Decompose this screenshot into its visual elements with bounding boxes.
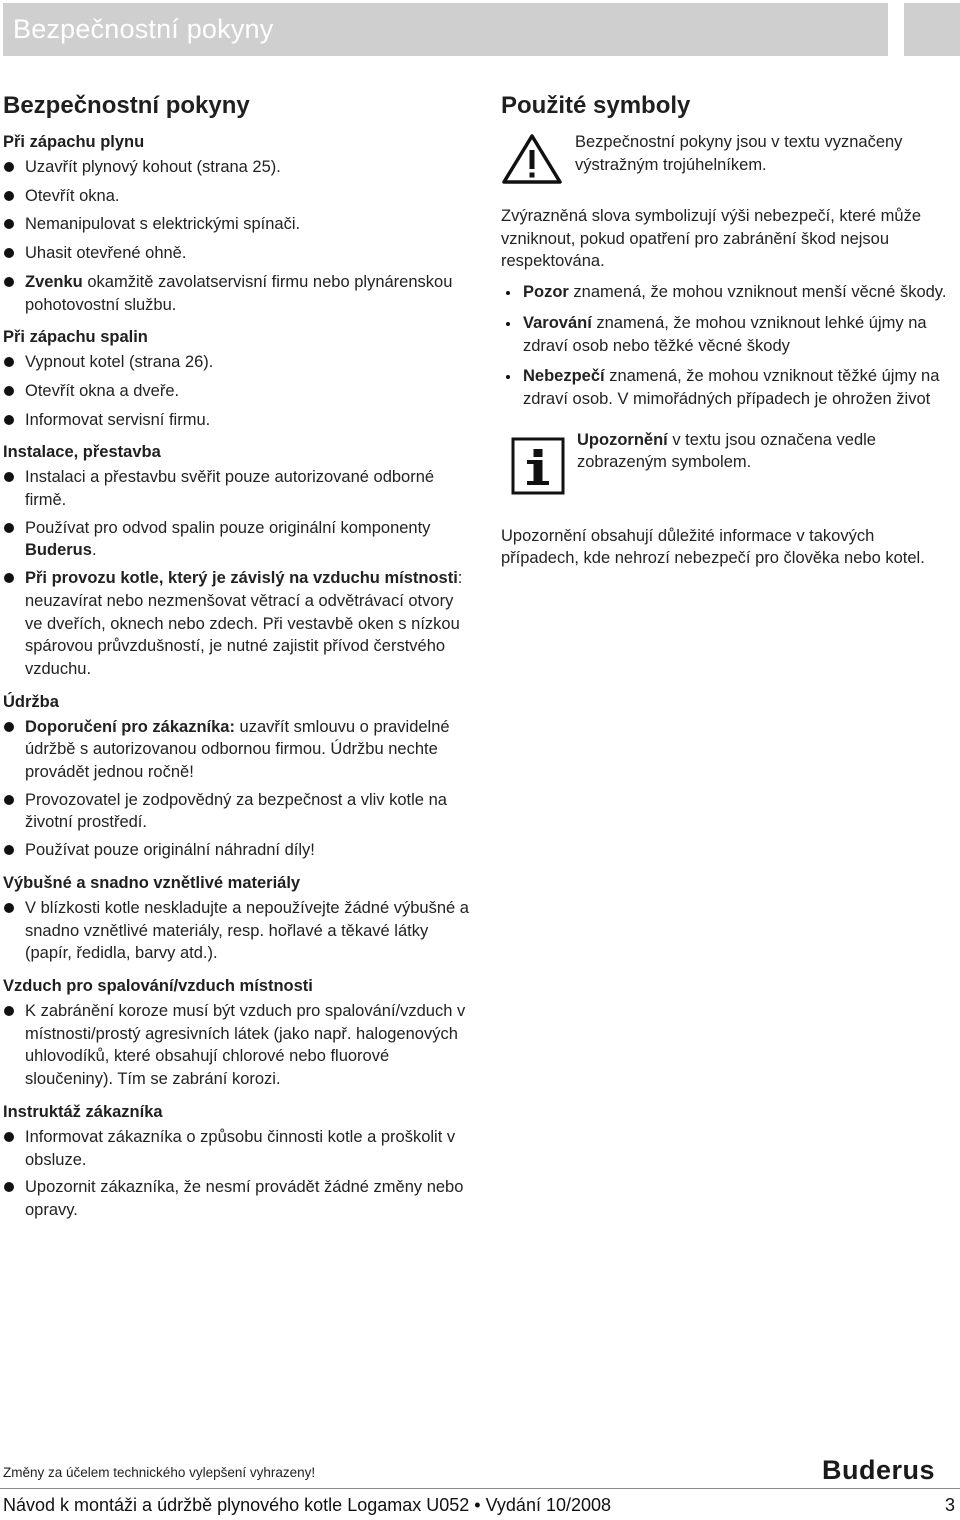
footer-divider [0, 1488, 960, 1489]
footer-note: Změny za účelem technického vylepšení vyhrazeny! [3, 1465, 316, 1480]
list-item: Uhasit otevřené ohně. [3, 242, 473, 265]
section-heading-maintenance: Údržba [3, 692, 59, 711]
page-title: Bezpečnostní pokyny [3, 92, 250, 119]
warning-symbol-text: Bezpečnostní pokyny jsou v textu vyznačeny výstražným trojúhelníkem. [575, 133, 903, 174]
section-maintenance [3, 691, 473, 862]
list-item: Informovat zákazníka o způsobu činnosti kotle a proškolit v obsluze. [3, 1126, 473, 1171]
warning-triangle-icon [501, 133, 563, 185]
info-explanation: Upozornění obsahují důležité informace v takových případech, kde nehrozí nebezpečí pro člověka nebo kotel. [501, 526, 925, 568]
signal-word: Pozor [523, 283, 569, 302]
section-combustion-air [3, 975, 473, 1091]
flue-list [3, 351, 473, 431]
gas-list [3, 156, 473, 316]
list-item [3, 517, 473, 562]
list-item: Upozornit zákazníka, že nesmí provádět žádné změny nebo opravy. [3, 1176, 473, 1221]
warning-symbol-row [501, 131, 953, 185]
explosive-list [3, 897, 473, 965]
list-item [3, 567, 473, 681]
list-item-bold: Buderus [25, 541, 92, 560]
list-item: Používat pouze originální náhradní díly! [3, 839, 473, 862]
section-customer-instruction [3, 1101, 473, 1222]
info-text-rest: v textu jsou označena vedle zobrazeným symbolem. [577, 430, 876, 472]
left-column [3, 92, 473, 1232]
list-item-text: znamená, že mohou vzniknout menší věcné škody. [568, 283, 947, 302]
list-item-text: Používat pro odvod spalin pouze originální komponenty [25, 518, 431, 537]
list-item-text: . [91, 541, 97, 560]
section-heading-gas: Při zápachu plynu [3, 133, 145, 151]
list-item: Uzavřít plynový kohout (strana 25). [3, 156, 473, 179]
instruction-list [3, 1126, 473, 1222]
info-symbol-row [501, 429, 953, 495]
air-list [3, 1000, 473, 1091]
signal-word: Varování [523, 313, 592, 332]
signal-words-intro: Zvýrazněná slova symbolizují výši nebezpečí, které může vzniknout, pokud opatření pro zabránění škod nejsou respektována. [501, 207, 922, 271]
list-item: Otevřít okna. [3, 185, 473, 208]
list-item-bold: Zvenku [25, 272, 83, 291]
section-heading-instruction: Instruktáž zákazníka [3, 1102, 163, 1121]
section-heading-flue: Při zápachu spalin [3, 328, 148, 347]
section-explosive-materials [3, 872, 473, 965]
list-item [501, 312, 953, 357]
list-item [501, 365, 953, 410]
section-heading-installation: Instalace, přestavba [3, 443, 161, 462]
list-item: Informovat servisní firmu. [3, 409, 473, 432]
list-item: V blízkosti kotle neskladujte a nepoužívejte žádné výbušné a snadno vznětlivé materiály, resp. hořlavé a těkavé látky (papír, ředidla, barvy atd.). [3, 897, 473, 965]
list-item-text: znamená, že mohou vzniknout lehké újmy na zdraví osob nebo těžké věcné škody [523, 313, 927, 355]
section-installation [3, 441, 473, 680]
list-item: Nemanipulovat s elektrickými spínači. [3, 213, 473, 236]
banner-title: Bezpečnostní pokyny [13, 14, 274, 44]
list-item [3, 271, 473, 316]
header-banner-side [904, 3, 960, 56]
list-item [3, 716, 473, 784]
list-item-text: znamená, že mohou vzniknout těžké újmy na zdraví osob. V mimořádných případech je ohrožen život [523, 367, 940, 408]
symbols-title: Použité symboly [501, 92, 691, 119]
list-item: Vypnout kotel (strana 26). [3, 351, 473, 374]
list-item: Provozovatel je zodpovědný za bezpečnost a vliv kotle na životní prostředí. [3, 789, 473, 834]
section-gas-smell [3, 131, 473, 316]
info-symbol-text [577, 429, 953, 474]
list-item-bold: Při provozu kotle, který je závislý na vzduchu místnosti [25, 569, 458, 588]
header-banner [3, 3, 888, 56]
right-column [501, 92, 953, 570]
info-word: Upozornění [577, 430, 668, 449]
list-item: K zabránění koroze musí být vzduch pro spalování/vzduch v místnosti/prostý agresivních látek (jako např. halogenových uhlovodíků, které obsahují chlorové nebo fluorové sloučeniny). Tím se zabrání korozi. [3, 1000, 473, 1091]
maintenance-list [3, 716, 473, 862]
list-item-bold: Doporučení pro zákazníka: [25, 717, 235, 736]
list-item: Otevřít okna a dveře. [3, 380, 473, 403]
buderus-logo: Buderus [822, 1455, 936, 1485]
signal-word: Nebezpečí [523, 367, 605, 386]
list-item-text: uzavřít smlouvu o pravidelné údržbě s autorizovanou odbornou firmou. Údržbu nechte provádět jednou ročně! [25, 717, 450, 782]
info-icon [511, 437, 565, 495]
document-title: Návod k montáži a údržbě plynového kotle Logamax U052 • Vydání 10/2008 [3, 1495, 612, 1515]
page-number: 3 [944, 1495, 955, 1515]
list-item [501, 281, 953, 304]
list-item: Instalaci a přestavbu svěřit pouze autorizované odborné firmě. [3, 466, 473, 511]
signal-words-list [501, 281, 953, 411]
section-flue-smell [3, 326, 473, 431]
install-list [3, 466, 473, 680]
section-heading-explosive: Výbušné a snadno vznětlivé materiály [3, 873, 301, 892]
list-item-text: : neuzavírat nebo nezmenšovat větrací a odvětrávací otvory ve dveřích, oknech nebo zdech. Při vestavbě oken s nízkou spárovou průvzdušností, je nutné zajistit přívod čerstvého vzduchu. [25, 569, 463, 678]
list-item-text: okamžitě zavolatservisní firmu nebo plynárenskou pohotovostní službu. [25, 272, 453, 314]
section-heading-air: Vzduch pro spalování/vzduch místnosti [3, 976, 313, 995]
